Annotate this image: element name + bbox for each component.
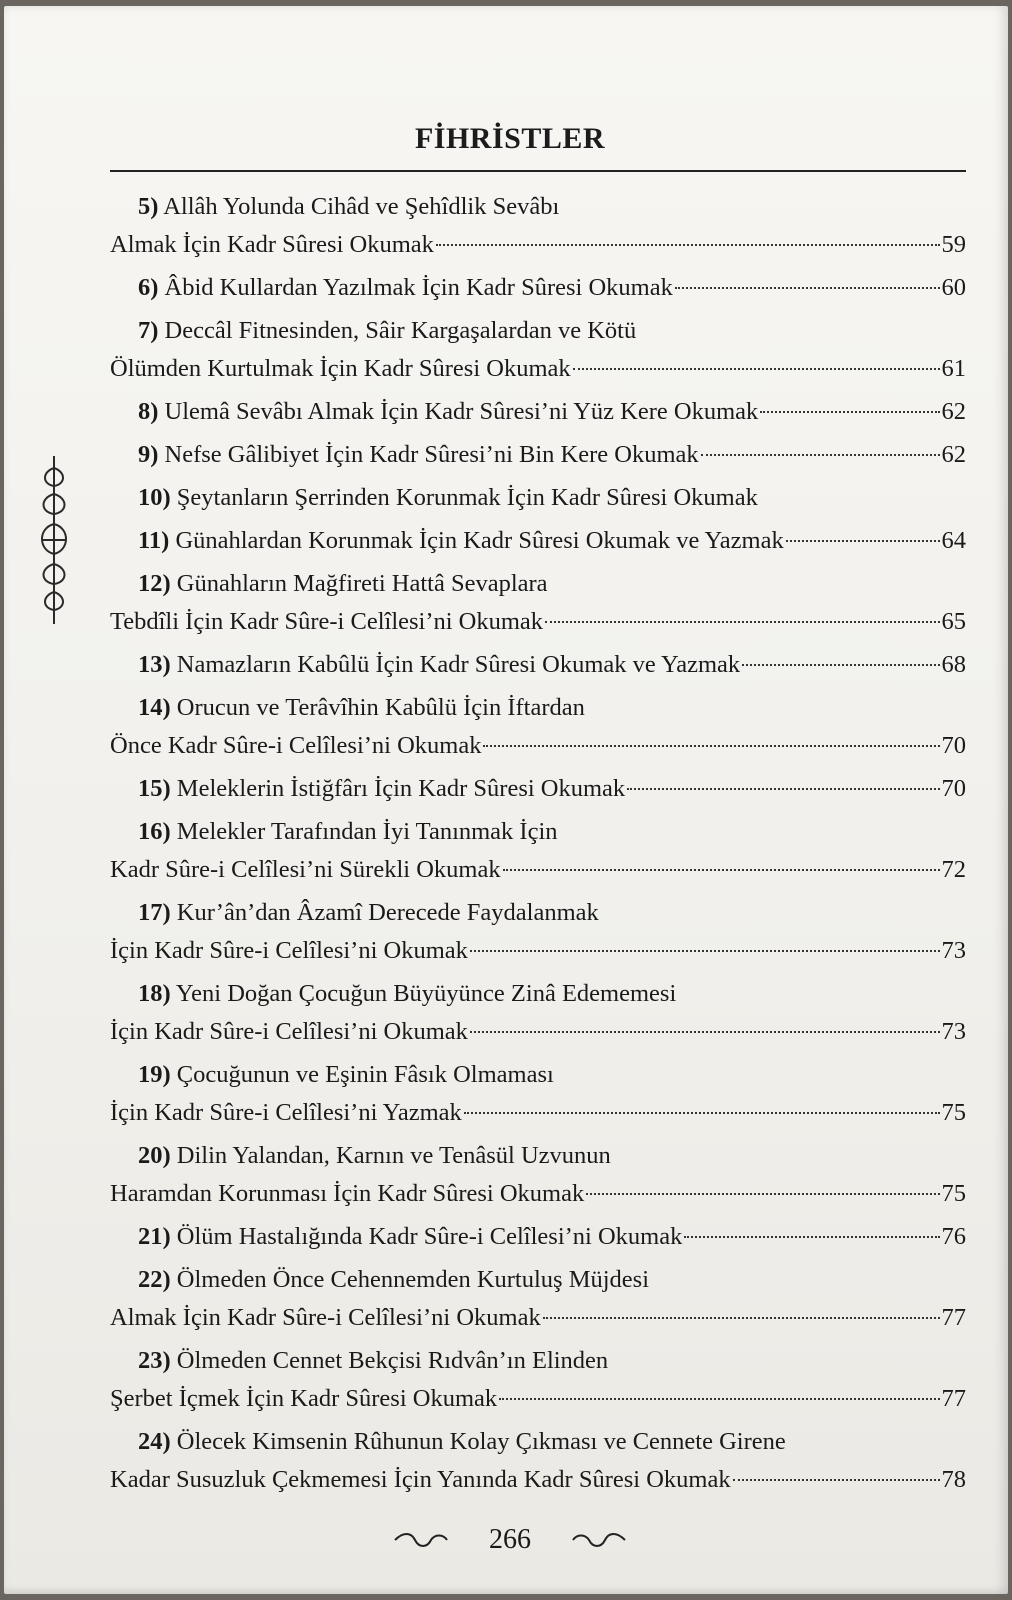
toc-entry-title: Âbid Kullardan Yazılmak İçin Kadr Sûresi Okumak — [164, 274, 673, 301]
toc-entry-title: Kur’ân’dan Âzamî Derecede Faydalanmak — [176, 899, 599, 926]
toc-entry — [110, 1056, 966, 1132]
toc-entry-number: 12) — [138, 570, 171, 597]
dot-leader — [586, 1192, 939, 1195]
toc-entry-title-cont: Önce Kadr Sûre-i Celîlesi’ni Okumak — [110, 732, 482, 759]
toc-entry — [110, 393, 966, 431]
dot-leader — [470, 1030, 940, 1033]
left-flourish-icon — [393, 1530, 449, 1550]
toc-entry-title: Yeni Doğan Çocuğun Büyüyünce Zinâ Edememesi — [175, 980, 677, 1007]
toc-entry-number: 10) — [138, 484, 171, 511]
toc-entry — [110, 689, 966, 765]
toc-page-number: 77 — [941, 1385, 966, 1412]
toc-entry — [110, 312, 966, 388]
dot-leader — [760, 410, 939, 413]
dot-leader — [470, 949, 940, 952]
toc-entry-number: 17) — [138, 899, 171, 926]
toc-page-number: 62 — [941, 398, 966, 425]
toc-entry — [110, 188, 966, 264]
toc-entry-number: 5) — [138, 193, 159, 220]
dot-leader — [543, 1316, 940, 1319]
dot-leader — [684, 1235, 939, 1238]
toc-entry — [110, 436, 966, 474]
toc-entry-number: 16) — [138, 818, 171, 845]
toc-entry-title: Ölmeden Önce Cehennemden Kurtuluş Müjdesi — [176, 1266, 649, 1293]
toc-entry-number: 18) — [138, 980, 171, 1007]
toc-entry-number: 13) — [138, 651, 171, 678]
toc-page-number: 60 — [941, 274, 966, 301]
toc-entry-title: Ölüm Hastalığında Kadr Sûre-i Celîlesi’ni Okumak — [176, 1223, 683, 1250]
book-page — [4, 6, 1008, 1594]
toc-entry-number: 20) — [138, 1142, 171, 1169]
toc-entry — [110, 975, 966, 1051]
dot-leader — [483, 744, 939, 747]
dot-leader — [701, 453, 940, 456]
toc-page-number: 59 — [941, 231, 966, 258]
toc-entry-title: Şeytanların Şerrinden Korunmak İçin Kadr Sûresi Okumak — [176, 484, 758, 511]
dot-leader — [573, 367, 940, 370]
toc-entry-title-cont: Kadr Sûre-i Celîlesi’ni Sürekli Okumak — [110, 856, 501, 883]
page-footer — [4, 1520, 1012, 1560]
toc-entry-number: 14) — [138, 694, 171, 721]
toc-entry-title: Allâh Yolunda Cihâd ve Şehîdlik Sevâbı — [163, 193, 560, 220]
toc-entry-title: Meleklerin İstiğfârı İçin Kadr Sûresi Okumak — [176, 775, 626, 802]
toc-entry — [110, 1342, 966, 1418]
toc-entry-title: Ulemâ Sevâbı Almak İçin Kadr Sûresi’ni Yüz Kere Okumak — [164, 398, 759, 425]
dot-leader — [464, 1111, 940, 1114]
toc-entry-title: Ölecek Kimsenin Rûhunun Kolay Çıkması ve Cennete Girene — [176, 1428, 786, 1455]
toc-entry — [110, 269, 966, 307]
toc-page-number: 75 — [941, 1099, 966, 1126]
toc-entry-title-cont: Kadar Susuzluk Çekmemesi İçin Yanında Kadr Sûresi Okumak — [110, 1466, 731, 1493]
dot-leader — [675, 286, 940, 289]
toc-entry — [110, 894, 966, 970]
right-flourish-icon — [571, 1530, 627, 1550]
toc-entry-number: 8) — [138, 398, 159, 425]
toc-page-number: 78 — [941, 1466, 966, 1493]
toc-entry-number: 9) — [138, 441, 159, 468]
page-number: 266 — [489, 1524, 531, 1555]
toc-entry-title: Orucun ve Terâvîhin Kabûlü İçin İftardan — [176, 694, 585, 721]
dot-leader — [503, 868, 940, 871]
dot-leader — [733, 1478, 940, 1481]
toc-entry-number: 22) — [138, 1266, 171, 1293]
toc-entry-title-cont: İçin Kadr Sûre-i Celîlesi’ni Okumak — [110, 1018, 468, 1045]
dot-leader — [545, 620, 939, 623]
toc-entry — [110, 479, 966, 517]
dot-leader — [436, 243, 940, 246]
toc-page-number: 73 — [941, 1018, 966, 1045]
toc-entry-number: 11) — [138, 527, 170, 554]
table-of-contents — [110, 188, 966, 1504]
toc-entry-title: Çocuğunun ve Eşinin Fâsık Olmaması — [176, 1061, 554, 1088]
toc-entry — [110, 1261, 966, 1337]
toc-entry — [110, 813, 966, 889]
toc-entry-title-cont: İçin Kadr Sûre-i Celîlesi’ni Yazmak — [110, 1099, 462, 1126]
toc-entry-number: 6) — [138, 274, 159, 301]
toc-entry-number: 24) — [138, 1428, 171, 1455]
toc-entry-title: Deccâl Fitnesinden, Sâir Kargaşalardan ve Kötü — [164, 317, 637, 344]
dot-leader — [499, 1397, 939, 1400]
vertical-ornament-icon — [34, 454, 74, 626]
toc-entry-title: Melekler Tarafından İyi Tanınmak İçin — [176, 818, 558, 845]
dot-leader — [786, 539, 940, 542]
toc-page-number: 62 — [941, 441, 966, 468]
toc-page-number: 64 — [941, 527, 966, 554]
toc-page-number: 65 — [941, 608, 966, 635]
toc-entry-number: 7) — [138, 317, 159, 344]
toc-entry-number: 21) — [138, 1223, 171, 1250]
toc-entry — [110, 565, 966, 641]
toc-entry-title-cont: Almak İçin Kadr Sûresi Okumak — [110, 231, 434, 258]
toc-entry-title-cont: İçin Kadr Sûre-i Celîlesi’ni Okumak — [110, 937, 468, 964]
toc-entry-number: 23) — [138, 1347, 171, 1374]
toc-entry — [110, 1423, 966, 1499]
toc-page-number: 73 — [941, 937, 966, 964]
toc-entry-title: Namazların Kabûlü İçin Kadr Sûresi Okumak ve Yazmak — [176, 651, 741, 678]
page-header-title: FİHRİSTLER — [414, 122, 606, 155]
toc-entry — [110, 1218, 966, 1256]
toc-entry-number: 15) — [138, 775, 171, 802]
toc-page-number: 61 — [941, 355, 966, 382]
toc-entry — [110, 522, 966, 560]
toc-page-number: 70 — [941, 775, 966, 802]
toc-page-number: 72 — [941, 856, 966, 883]
toc-entry-title: Günahlardan Korunmak İçin Kadr Sûresi Okumak ve Yazmak — [175, 527, 784, 554]
toc-entry-title: Dilin Yalandan, Karnın ve Tenâsül Uzvunun — [176, 1142, 611, 1169]
toc-entry-title-cont: Almak İçin Kadr Sûre-i Celîlesi’ni Okumak — [110, 1304, 541, 1331]
toc-entry-title-cont: Tebdîli İçin Kadr Sûre-i Celîlesi’ni Okumak — [110, 608, 544, 635]
toc-page-number: 76 — [941, 1223, 966, 1250]
toc-page-number: 70 — [941, 732, 966, 759]
toc-page-number: 75 — [941, 1180, 966, 1207]
toc-entry-title-cont: Haramdan Korunması İçin Kadr Sûresi Okumak — [110, 1180, 585, 1207]
toc-entry-title: Ölmeden Cennet Bekçisi Rıdvân’ın Elinden — [176, 1347, 609, 1374]
toc-page-number: 77 — [941, 1304, 966, 1331]
toc-entry-title: Nefse Gâlibiyet İçin Kadr Sûresi’ni Bin Kere Okumak — [164, 441, 699, 468]
toc-entry — [110, 646, 966, 684]
dot-leader — [742, 663, 939, 666]
toc-entry — [110, 1137, 966, 1213]
dot-leader — [627, 787, 939, 790]
toc-entry-title: Günahların Mağfireti Hattâ Sevaplara — [176, 570, 548, 597]
toc-entry-title-cont: Şerbet İçmek İçin Kadr Sûresi Okumak — [110, 1385, 498, 1412]
toc-entry-title-cont: Ölümden Kurtulmak İçin Kadr Sûresi Okumak — [110, 355, 571, 382]
header-rule — [110, 170, 966, 172]
toc-entry — [110, 770, 966, 808]
toc-entry-number: 19) — [138, 1061, 171, 1088]
toc-page-number: 68 — [941, 651, 966, 678]
